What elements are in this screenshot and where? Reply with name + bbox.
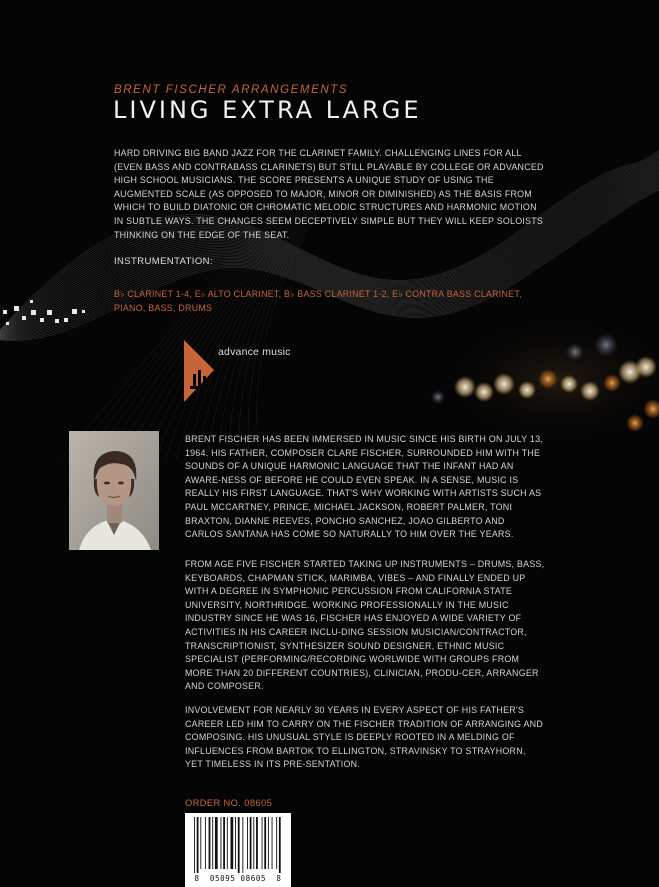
- barcode-bar: [242, 817, 243, 873]
- barcode-bar: [279, 817, 281, 873]
- page-title: LIVING EXTRA LARGE: [113, 96, 422, 124]
- instrumentation-list: B♭ CLARINET 1-4, E♭ ALTO CLARINET, B♭ BASS CLARINET 1-2, E♭ CONTRA BASS CLARINET, PIANO, BASS, DRUMS: [114, 289, 522, 313]
- barcode-bar: [272, 817, 273, 869]
- barcode-digits: 8 05095 08605 8: [194, 874, 282, 883]
- barcode-bar: [253, 817, 254, 869]
- barcode-bar: [268, 817, 269, 869]
- barcode-bar: [256, 817, 258, 869]
- barcode-bar: [276, 817, 277, 869]
- barcode-bar: [209, 817, 211, 869]
- barcode-bar: [238, 817, 240, 873]
- description-text: HARD DRIVING BIG BAND JAZZ FOR THE CLARINET FAMILY. CHALLENGING LINES FOR ALL (EVEN BASS AND CONTRABASS CLARINETS) BUT STILL PLAYABLE BY COLLEGE OR ADVANCED HIGH SCHOOL MUSICIANS. THE SCORE PRESENTS A UNIQUE STUDY OF USING THE AUGMENTED SCALE (AS OPPOSED TO MAJOR, MINOR OR DIMINISHED) AS THE BASIS FROM WHICH TO BUILD DIATONIC OR CHROMATIC MELODIC STRUCTURES AND HARMONIC MOTION IN SUBTLE WAYS. THE CHANGES SEEM DECEPTIVELY SIMPLE BUT THEY WILL KEEP SOLOISTS THINKING ON THE EDGE OF THE SEAT.: [114, 148, 544, 240]
- barcode-bar: [215, 817, 218, 869]
- barcode-bar: [264, 817, 266, 869]
- barcode-bar: [223, 817, 225, 869]
- barcode-bar: [197, 817, 199, 873]
- barcode-bar: [221, 817, 222, 869]
- barcode-bar: [212, 817, 213, 869]
- bio-paragraph-1: BRENT FISCHER HAS BEEN IMMERSED IN MUSIC SINCE HIS BIRTH ON JULY 13, 1964. HIS FATHER, COMPOSER CLARE FISCHER, SURROUNDED HIM WITH THE SOUNDS OF A UNIQUE HARMONIC LANGUAGE THAT THE INFANT HAD AN AWARE-NESS OF BEFORE HE COULD EVEN SPEAK. IN A SENSE, MUSIC IS REALLY HIS FIRST LANGUAGE. THAT'S WHY WORKING WITH ARTISTS SUCH AS PAUL MCCARTNEY, PRINCE, MICHAEL JACKSON, ROBERT PALMER, TONI BRAXTON, DIANNE REEVES, PONCHO SANCHEZ, JOAO GILBERTO AND CARLOS SANTANA HAS COME SO NATURALLY TO HIM OVER THE YEARS.: [185, 434, 544, 540]
- barcode-bar: [250, 817, 252, 869]
- series-label: BRENT FISCHER ARRANGEMENTS: [114, 84, 349, 96]
- bio-paragraph-3: INVOLVEMENT FOR NEARLY 30 YEARS IN EVERY ASPECT OF HIS FATHER'S CAREER LED HIM TO CARRY ON THE FISCHER TRADITION OF ARRANGING AND COMPOSING. HIS UNUSUAL STYLE IS DEEPLY ROOTED IN A MELDING OF INFLUENCES FROM BARTOK TO ELLINGTON, STRAVINSKY TO STRAYHORN, YET TIMELESS IN ITS PRE-SENTATION.: [185, 705, 543, 770]
- barcode-bar: [227, 817, 228, 869]
- instrumentation-heading: INSTRUMENTATION:: [114, 256, 213, 267]
- publisher-name: advance music: [218, 346, 291, 358]
- barcode-bars: [185, 813, 291, 873]
- barcode-bar: [200, 817, 201, 869]
- barcode-bar: [262, 817, 263, 869]
- barcode-bar: [235, 817, 236, 869]
- bio-paragraph-2: FROM AGE FIVE FISCHER STARTED TAKING UP INSTRUMENTS – DRUMS, BASS, KEYBOARDS, CHAPMAN STICK, MARIMBA, VIBES – AND FINALLY ENDED UP WITH A DEGREE IN SYMPHONIC PERCUSSION FROM CALIFORNIA STATE UNIVERSITY, NORTHRIDGE. WORKING PROFESSIONALLY IN THE MUSIC INDUSTRY SINCE HE WAS 16, FISCHER HAS ENJOYED A WIDE VARIETY OF ACTIVITIES IN HIS CAREER INCLU-DING SESSION MUSICIAN/CONTRACTOR, TRANSCRIPTIONIST, SYNTHESIZER SOUND DESIGNER, ETHNIC MUSIC SPECIALIST (PERFORMING/RECORDING WORLWIDE WITH GROUPS FROM MORE THAN 20 DIFFERENT COUNTRIES), CLINICIAN, PRODU-CER, ARRANGER AND COMPOSER.: [185, 559, 545, 692]
- order-number: ORDER NO. 08605: [185, 798, 273, 808]
- advance-music-logo-icon: [184, 340, 218, 402]
- barcode-bar: [231, 817, 234, 869]
- author-photo: [69, 431, 159, 550]
- barcode: [185, 813, 291, 887]
- barcode-bar: [205, 817, 206, 869]
- barcode-bar: [194, 817, 195, 873]
- barcode-bar: [247, 817, 248, 869]
